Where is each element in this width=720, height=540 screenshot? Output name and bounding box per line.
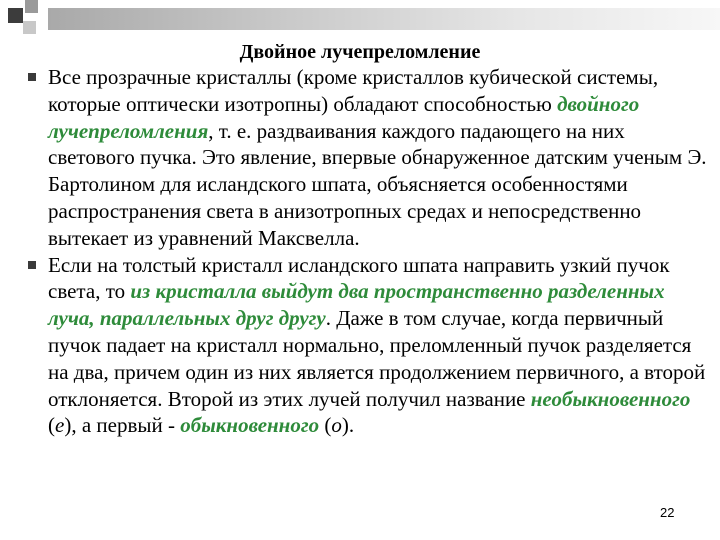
bullet-item <box>22 252 712 440</box>
paragraph-text: . Даже в том случае, когда первичный пучок падает на кристалл нормально, преломленный пучок разделяется на два, причем один из них является продолжением первичного, а второй отклоняется. Второй из этих лучей получил название <box>48 306 706 411</box>
slide-title: Двойное лучепреломление <box>239 41 481 63</box>
paragraph-text: , т. е. раздваивания каждого падающего на них светового пучка. Это явление, впервые обнаруженное датским ученым Э. Бартолином для исландского шпата, объясняется особенностями распространения света в анизотропных средах и непосредственно вытекает из уравнений Максвелла. <box>48 118 707 250</box>
corner-square-mid <box>25 0 38 13</box>
highlighted-term: необыкновенного <box>530 386 691 411</box>
paragraph-text: ), а первый - <box>64 413 181 438</box>
highlighted-term: двойного лучепреломления <box>48 91 640 143</box>
highlighted-term: из кристалла выйдут два пространственно разделенных луча, параллельных друг другу <box>48 279 665 331</box>
corner-square-dark <box>8 8 23 23</box>
square-bullet-icon <box>28 261 36 269</box>
highlighted-term: обыкновенного <box>180 413 320 438</box>
paragraph-text: Если на толстый кристалл исландского шпата направить узкий пучок света, то <box>48 252 670 304</box>
corner-square-light <box>23 21 36 34</box>
paragraph-text: ). <box>341 413 355 438</box>
italic-symbol: е <box>55 413 65 438</box>
header-gradient-bar <box>48 8 720 30</box>
square-bullet-icon <box>28 73 36 81</box>
paragraph-text: Все прозрачные кристаллы (кроме кристаллов кубической системы, которые оптически изотропны) обладают способностью <box>48 65 659 116</box>
paragraph-text: ( <box>48 413 55 438</box>
italic-symbol: о <box>331 413 342 438</box>
bullet-list <box>22 64 712 439</box>
paragraph-text: ( <box>319 413 332 438</box>
bullet-item <box>22 64 712 252</box>
page-number: 22 <box>660 505 675 520</box>
